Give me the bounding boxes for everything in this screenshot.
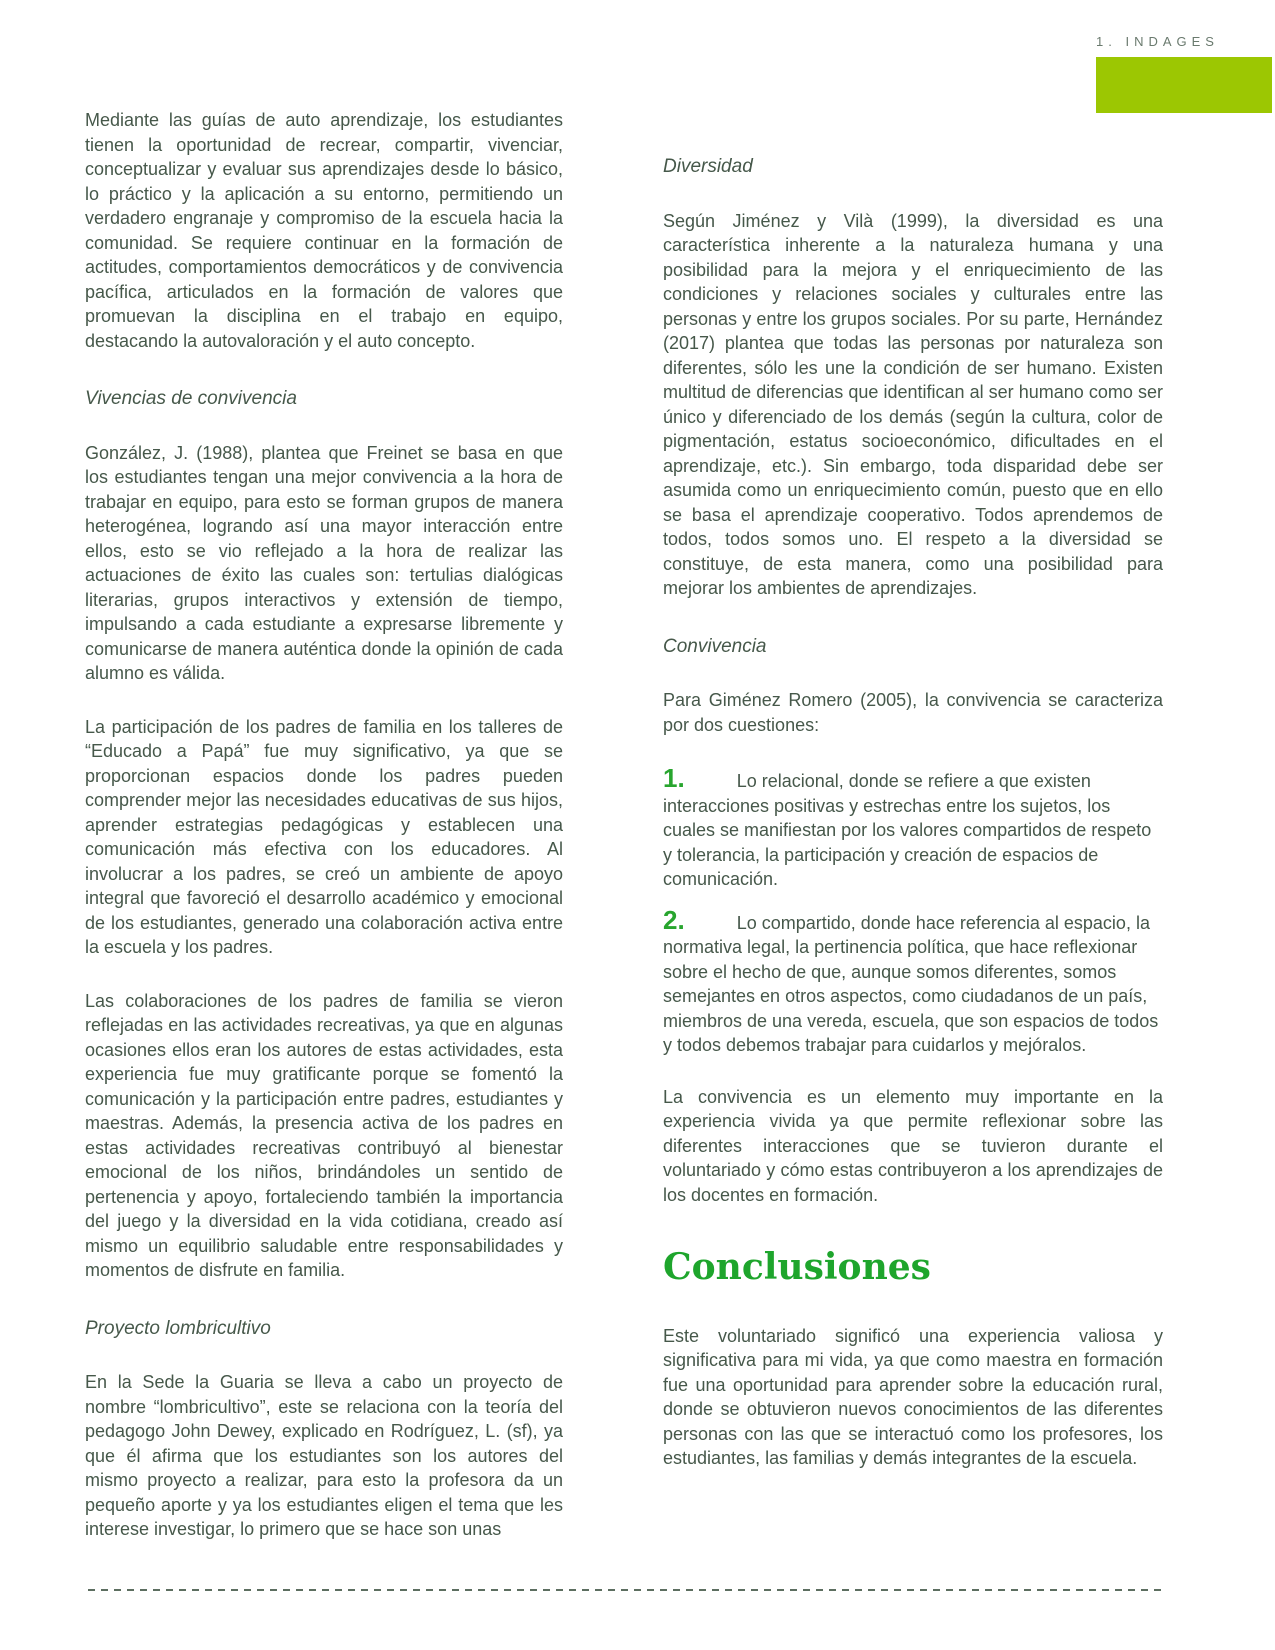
paragraph-conclusiones: Este voluntariado significó una experiencia valiosa y significativa para mi vida, ya que como maestra en formación fue una oportunidad para aprender sobre la educación rural, donde se obtuvieron nuevos conocimientos de las diferentes personas con las que se interactuó como los profesores, los estudiantes, las familias y demás integrantes de la escuela. (663, 1325, 1163, 1468)
paragraph-convivencia-closing: La convivencia es un elemento muy importante en la experiencia vivida ya que permite reflexionar sobre las diferentes interacciones que se tuvieron durante el voluntariado y cómo estas contribuyeron a los aprendizajes de los docentes en formación. (663, 1086, 1163, 1205)
section-heading-diversidad: Diversidad (663, 156, 753, 177)
list-text: Lo compartido, donde hace referencia al espacio, la normativa legal, la pertinencia política, que hace reflexionar sobre el hecho de que, aunque somos diferentes, somos semejantes en otros aspectos, como ciudadanos de un país, miembros de una vereda, escuela, que son espacios de todos y todos debemos trabajar para cuidarlos y mejóralos. (663, 912, 1159, 1055)
accent-block (1096, 57, 1272, 113)
paragraph-participacion-padres: La participación de los padres de familia en los talleres de “Educado a Papá” fue muy significativo, ya que se proporcionan espacios donde los padres pueden comprender mejor las necesidades educativas de sus hijos, aprender estrategias pedagógicas y establecen una comunicación más efectiva con los educadores. Al involucrar a los padres, se creó un ambiente de apoyo integral que favoreció el desarrollo académico y emocional de los estudiantes, generado una colaboración activa entre la escuela y los padres. (85, 716, 563, 957)
list-number: 1. (663, 763, 685, 793)
section-heading-vivencias: Vivencias de convivencia (85, 388, 297, 409)
page-header-label: 1. INDAGES (1096, 34, 1219, 49)
left-column (85, 108, 563, 1542)
paragraph-colaboraciones: Las colaboraciones de los padres de familia se vieron reflejadas en las actividades recreativas, ya que en algunas ocasiones ellos eran los autores de estas actividades, esta experiencia fue muy gratificante porque se fomentó la comunicación y la participación entre padres, estudiantes y maestras. Además, la presencia activa de los padres en estas actividades recreativas contribuyó al bienestar emocional de los niños, brindándoles un sentido de pertenencia y apoyo, fortaleciendo también la importancia del juego y la diversidad en la vida cotidiana, creado así mismo un equilibrio saludable entre responsabilidades y momentos de disfrute en familia. (85, 990, 563, 1280)
conclusions-heading: Conclusiones (663, 1246, 931, 1288)
list-number: 2. (663, 904, 685, 935)
paragraph-sede-guaria: En la Sede la Guaria se lleva a cabo un proyecto de nombre “lombricultivo”, este se relaciona con la teoría del pedagogo John Dewey, explicado en Rodríguez, L. (sf), ya que él afirma que los estudiantes son los autores del mismo proyecto a realizar, para esto la profesora da un pequeño aporte y ya los estudiantes eligen el tema que les interese investigar, lo primero que se hace son unas (85, 1372, 563, 1539)
footer-divider (88, 1589, 1163, 1591)
list-text: Lo relacional, donde se refiere a que existen interacciones positivas y estrechas entre los sujetos, los cuales se manifiestan por los valores compartidos de respeto y tolerancia, la participación y creación de espacios de comunicación. (663, 771, 1152, 889)
section-heading-convivencia: Convivencia (663, 635, 767, 657)
numbered-item-1 (663, 763, 1163, 892)
section-heading-proyecto: Proyecto lombricultivo (85, 1317, 271, 1339)
paragraph-convivencia-intro: Para Giménez Romero (2005), la convivencia se caracteriza por dos cuestiones: (663, 690, 1163, 735)
paragraph-gonzalez: González, J. (1988), plantea que Freinet se basa en que los estudiantes tengan una mejor convivencia a la hora de trabajar en equipo, para esto se forman grupos de manera heterogénea, logrando así una mayor interacción entre ellos, esto se vio reflejado a la hora de realizar las actuaciones de éxito las cuales son: tertulias dialógicas literarias, grupos interactivos y extensión de tiempo, impulsando a cada estudiante a expresarse libremente y comunicarse de manera auténtica donde la opinión de cada alumno es válida. (85, 442, 563, 683)
paragraph-guias: Mediante las guías de auto aprendizaje, los estudiantes tienen la oportunidad de recrear, compartir, vivenciar, conceptualizar y evaluar sus aprendizajes desde lo básico, lo práctico y la aplicación a su entorno, permitiendo un verdadero engranaje y compromiso de la escuela hacia la comunidad. Se requiere continuar en la formación de actitudes, comportamientos democráticos y de convivencia pacífica, articulados en la formación de valores que promuevan la disciplina en el trabajo en equipo, destacando la autovaloración y el auto concepto. (85, 110, 563, 351)
numbered-item-2 (663, 904, 1163, 1058)
paragraph-diversidad: Según Jiménez y Vilà (1999), la diversidad es una característica inherente a la naturaleza humana y una posibilidad para la mejora y el enriquecimiento de las condiciones y relaciones sociales y culturales entre las personas y entre los grupos sociales. Por su parte, Hernández (2017) plantea que todas las personas por naturaleza son diferentes, sólo les une la condición de ser humano. Existen multitud de diferencias que identifican al ser humano como ser único y diferenciado de los demás (según la cultura, color de pigmentación, estatus socioeconómico, dificultades en el aprendizaje, etc.). Sin embargo, toda disparidad debe ser asumida como un enriquecimiento común, puesto que en ello se basa el aprendizaje cooperativo. Todos aprendemos de todos, todos somos uno. El respeto a la diversidad se constituye, de esta manera, como una posibilidad para mejorar los ambientes de aprendizajes. (663, 210, 1163, 598)
right-column (663, 108, 1163, 1471)
